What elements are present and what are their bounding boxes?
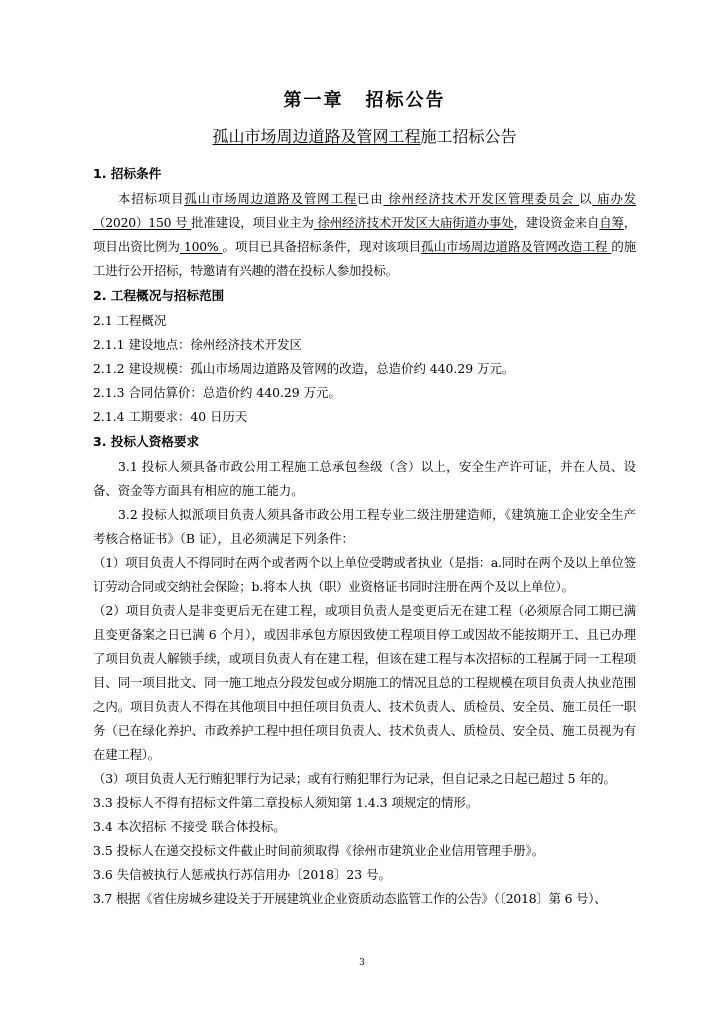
section-3-heading: 3. 投标人资格要求 xyxy=(93,434,200,449)
contract-price-line: 2.1.3 合同估算价：总造价约 440.29 万元。 xyxy=(93,385,341,400)
condition-1: （1）项目负责人不得同时在两个或者两个以上单位受聘或者执业（是指：a.同时在两个及以上单位签订劳动合同或交纳社会保险；b.将本人执（职）业资格证书同时注册在两个及以上单位）。 xyxy=(93,555,636,594)
tender-conditions-paragraph: 本招标项目孤山市场周边道路及管网工程已由 徐州经济技术开发区管理委员会 以 庙办发（2020）150 号 批准建设，项目业主为 徐州经济技术开发区大庙街道办事处，建设资金来自自筹，项目出资比例为 100% 。项目已具备招标条件，现对该项目孤山市场周边道路及管网改造工程 的施工进行公开招标，特邀请有兴趣的潜在投标人参加投标。 xyxy=(93,191,637,278)
page-number: 3 xyxy=(359,958,365,968)
section-1-heading: 1. 招标条件 xyxy=(93,166,162,181)
location-line: 2.1.1 建设地点：徐州经济技术开发区 xyxy=(93,337,302,352)
condition-2: （2）项目负责人是非变更后无在建工程，或项目负责人是变更后无在建工程（必须原合同工期已满且变更备案之日已满 6 个月），或因非承包方原因致使工程项目停工或因故不能按期开工、且已办理了项目负责人解锁手续，或项目负责人有在建工程，但该在建工程与本次招标的工程属于同一工程项目、同一项目批文、同一施工地点分段发包或分期施工的情况且总的工程规模在项目负责人执业范围之内。项目负责人不得在其他项目中担任项目负责人、技术负责人、质检员、安全员、施工员任一职务（已在绿化养护、市政养护工程中担任项目负责人、技术负责人、质检员、安全员、施工员视为有在建工程）。 xyxy=(93,603,636,762)
qualification-3-2: 3.2 投标人拟派项目负责人须具备市政公用工程专业二级注册建造师，《建筑施工企业安全生产考核合格证书》（B 证），且必须满足下列条件： xyxy=(93,507,636,546)
qualification-3-3: 3.3 投标人不得有招标文件第二章投标人须知第 1.4.3 项规定的情形。 xyxy=(93,795,479,810)
document-title xyxy=(93,124,636,147)
project-name: 孤山市场周边道路及管网工程 xyxy=(212,127,421,146)
qualification-3-7: 3.7 根据《省住房城乡建设关于开展建筑业企业资质动态监管工作的公告》（〔2018〕第 6 号）、 xyxy=(93,891,607,906)
qualification-3-6: 3.6 失信被执行人惩戒执行苏信用办〔2018〕23 号。 xyxy=(93,867,391,882)
condition-3: （3）项目负责人无行贿犯罪行为记录；或有行贿犯罪行为记录，但自记录之日起已超过 5 年的。 xyxy=(93,771,616,786)
section-2-heading: 2. 工程概况与招标范围 xyxy=(93,288,225,303)
chapter-name: 招标公告 xyxy=(365,90,446,111)
chapter-number: 第一章 xyxy=(283,90,344,111)
scale-line: 2.1.2 建设规模：孤山市场周边道路及管网的改造，总造价约 440.29 万元。 xyxy=(93,361,515,376)
qualification-3-1: 3.1 投标人须具备市政公用工程施工总承包叁级（含）以上，安全生产许可证，并在人员、设备、资金等方面具有相应的施工能力。 xyxy=(93,459,636,498)
qualification-3-5: 3.5 投标人在递交投标文件截止时间前须取得《徐州市建筑业企业信用管理手册》。 xyxy=(93,843,545,858)
duration-line: 2.1.4 工期要求：40 日历天 xyxy=(93,409,248,424)
qualification-3-4: 3.4 本次招标 不接受 联合体投标。 xyxy=(93,819,286,834)
overview-line: 2.1 工程概况 xyxy=(93,313,167,328)
title-suffix: 施工招标公告 xyxy=(420,127,517,146)
chapter-title xyxy=(93,86,636,112)
